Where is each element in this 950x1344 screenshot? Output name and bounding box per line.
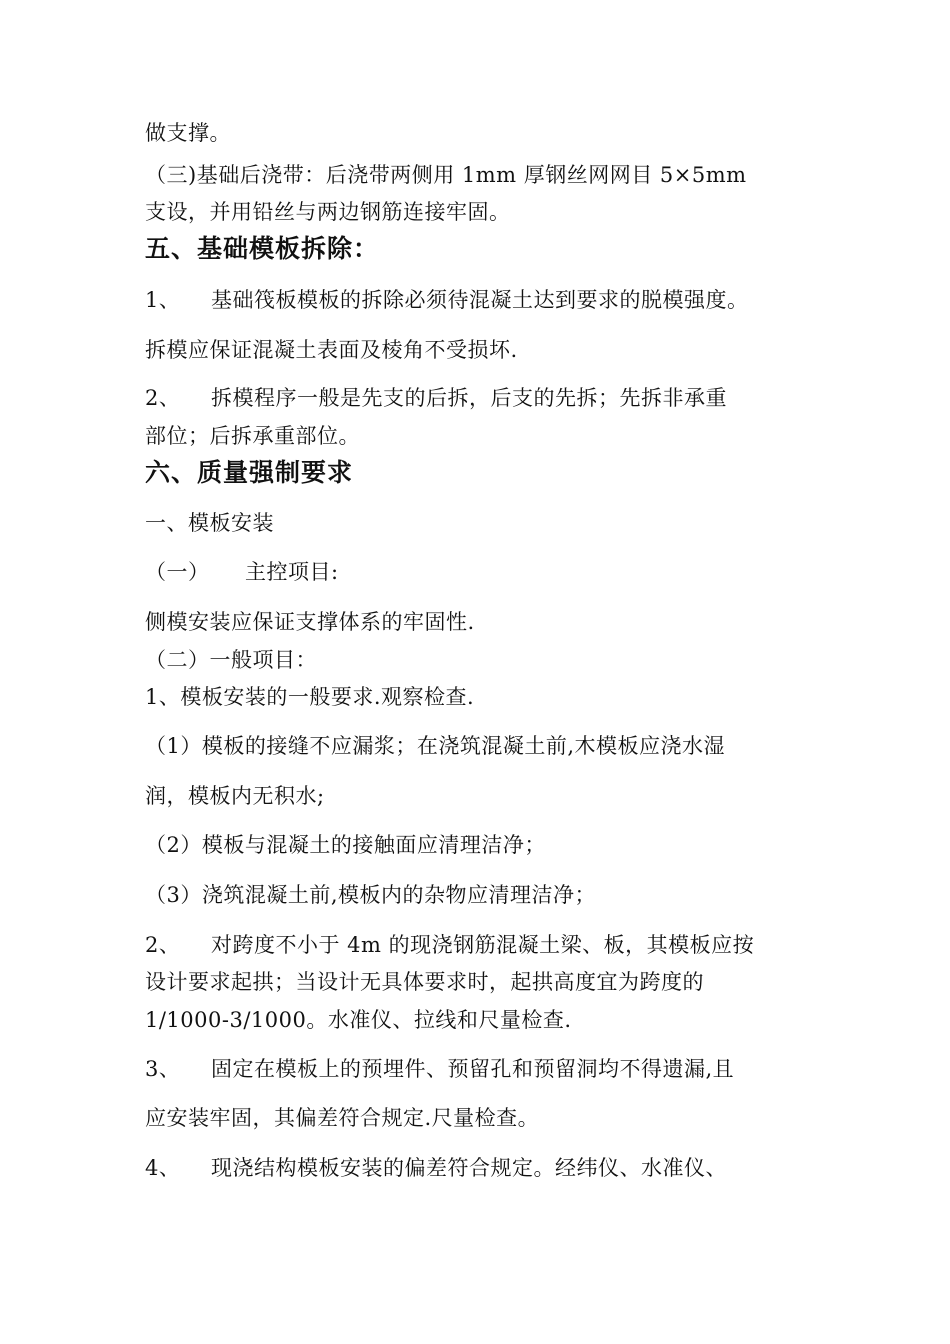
section-heading: 五、基础模板拆除： bbox=[145, 234, 380, 263]
list-number: 2、 bbox=[145, 386, 181, 410]
list-text: 主控项目: bbox=[245, 560, 339, 584]
text-line: 润，模板内无积水; bbox=[145, 784, 325, 808]
list-text: 基础筏板模板的拆除必须待混凝土达到要求的脱模强度。 bbox=[211, 288, 749, 312]
text-line: （三)基础后浇带：后浇带两侧用 1mm 厚钢丝网网目 5×5mm bbox=[145, 163, 747, 187]
list-item bbox=[145, 557, 339, 587]
text-line: 支设，并用铅丝与两边钢筋连接牢固。 bbox=[145, 200, 511, 224]
text-line: （2）模板与混凝土的接触面应清理洁净； bbox=[145, 833, 546, 857]
list-number: 2、 bbox=[145, 933, 181, 957]
text-line: 1/1000-3/1000。水准仪、拉线和尺量检查. bbox=[145, 1008, 572, 1032]
section-heading: 六、质量强制要求 bbox=[145, 458, 354, 487]
text-line: （1）模板的接缝不应漏浆；在浇筑混凝土前,木模板应浇水湿 bbox=[145, 734, 726, 758]
list-item bbox=[145, 1153, 727, 1183]
text-line: 拆模应保证混凝土表面及棱角不受损坏. bbox=[145, 338, 518, 362]
text-line: 部位；后拆承重部位。 bbox=[145, 424, 360, 448]
list-text: 现浇结构模板安装的偏差符合规定。经纬仪、水准仪、 bbox=[211, 1156, 727, 1180]
text-line: 1、模板安装的一般要求.观察检查. bbox=[145, 685, 475, 709]
list-text: 拆模程序一般是先支的后拆，后支的先拆；先拆非承重 bbox=[211, 386, 727, 410]
text-line: 应安装牢固，其偏差符合规定.尺量检查。 bbox=[145, 1106, 540, 1130]
list-number: 3、 bbox=[145, 1057, 181, 1081]
list-text: 固定在模板上的预埋件、预留孔和预留洞均不得遗漏,且 bbox=[211, 1057, 735, 1081]
list-number: 1、 bbox=[145, 288, 181, 312]
text-line: 设计要求起拱；当设计无具体要求时，起拱高度宜为跨度的 bbox=[145, 970, 704, 994]
list-number: 4、 bbox=[145, 1156, 181, 1180]
list-item bbox=[145, 1054, 734, 1084]
text-line: 做支撑。 bbox=[145, 121, 231, 145]
subsection-heading: 一、模板安装 bbox=[145, 511, 274, 535]
list-text: 对跨度不小于 4m 的现浇钢筋混凝土梁、板，其模板应按 bbox=[211, 933, 755, 957]
text-line: （3）浇筑混凝土前,模板内的杂物应清理洁净； bbox=[145, 883, 597, 907]
list-number: （一） bbox=[145, 560, 210, 584]
text-line: （二）一般项目： bbox=[145, 648, 317, 672]
list-item bbox=[145, 383, 727, 413]
text-line: 侧模安装应保证支撑体系的牢固性. bbox=[145, 610, 475, 634]
list-item bbox=[145, 285, 749, 315]
list-item bbox=[145, 930, 754, 960]
